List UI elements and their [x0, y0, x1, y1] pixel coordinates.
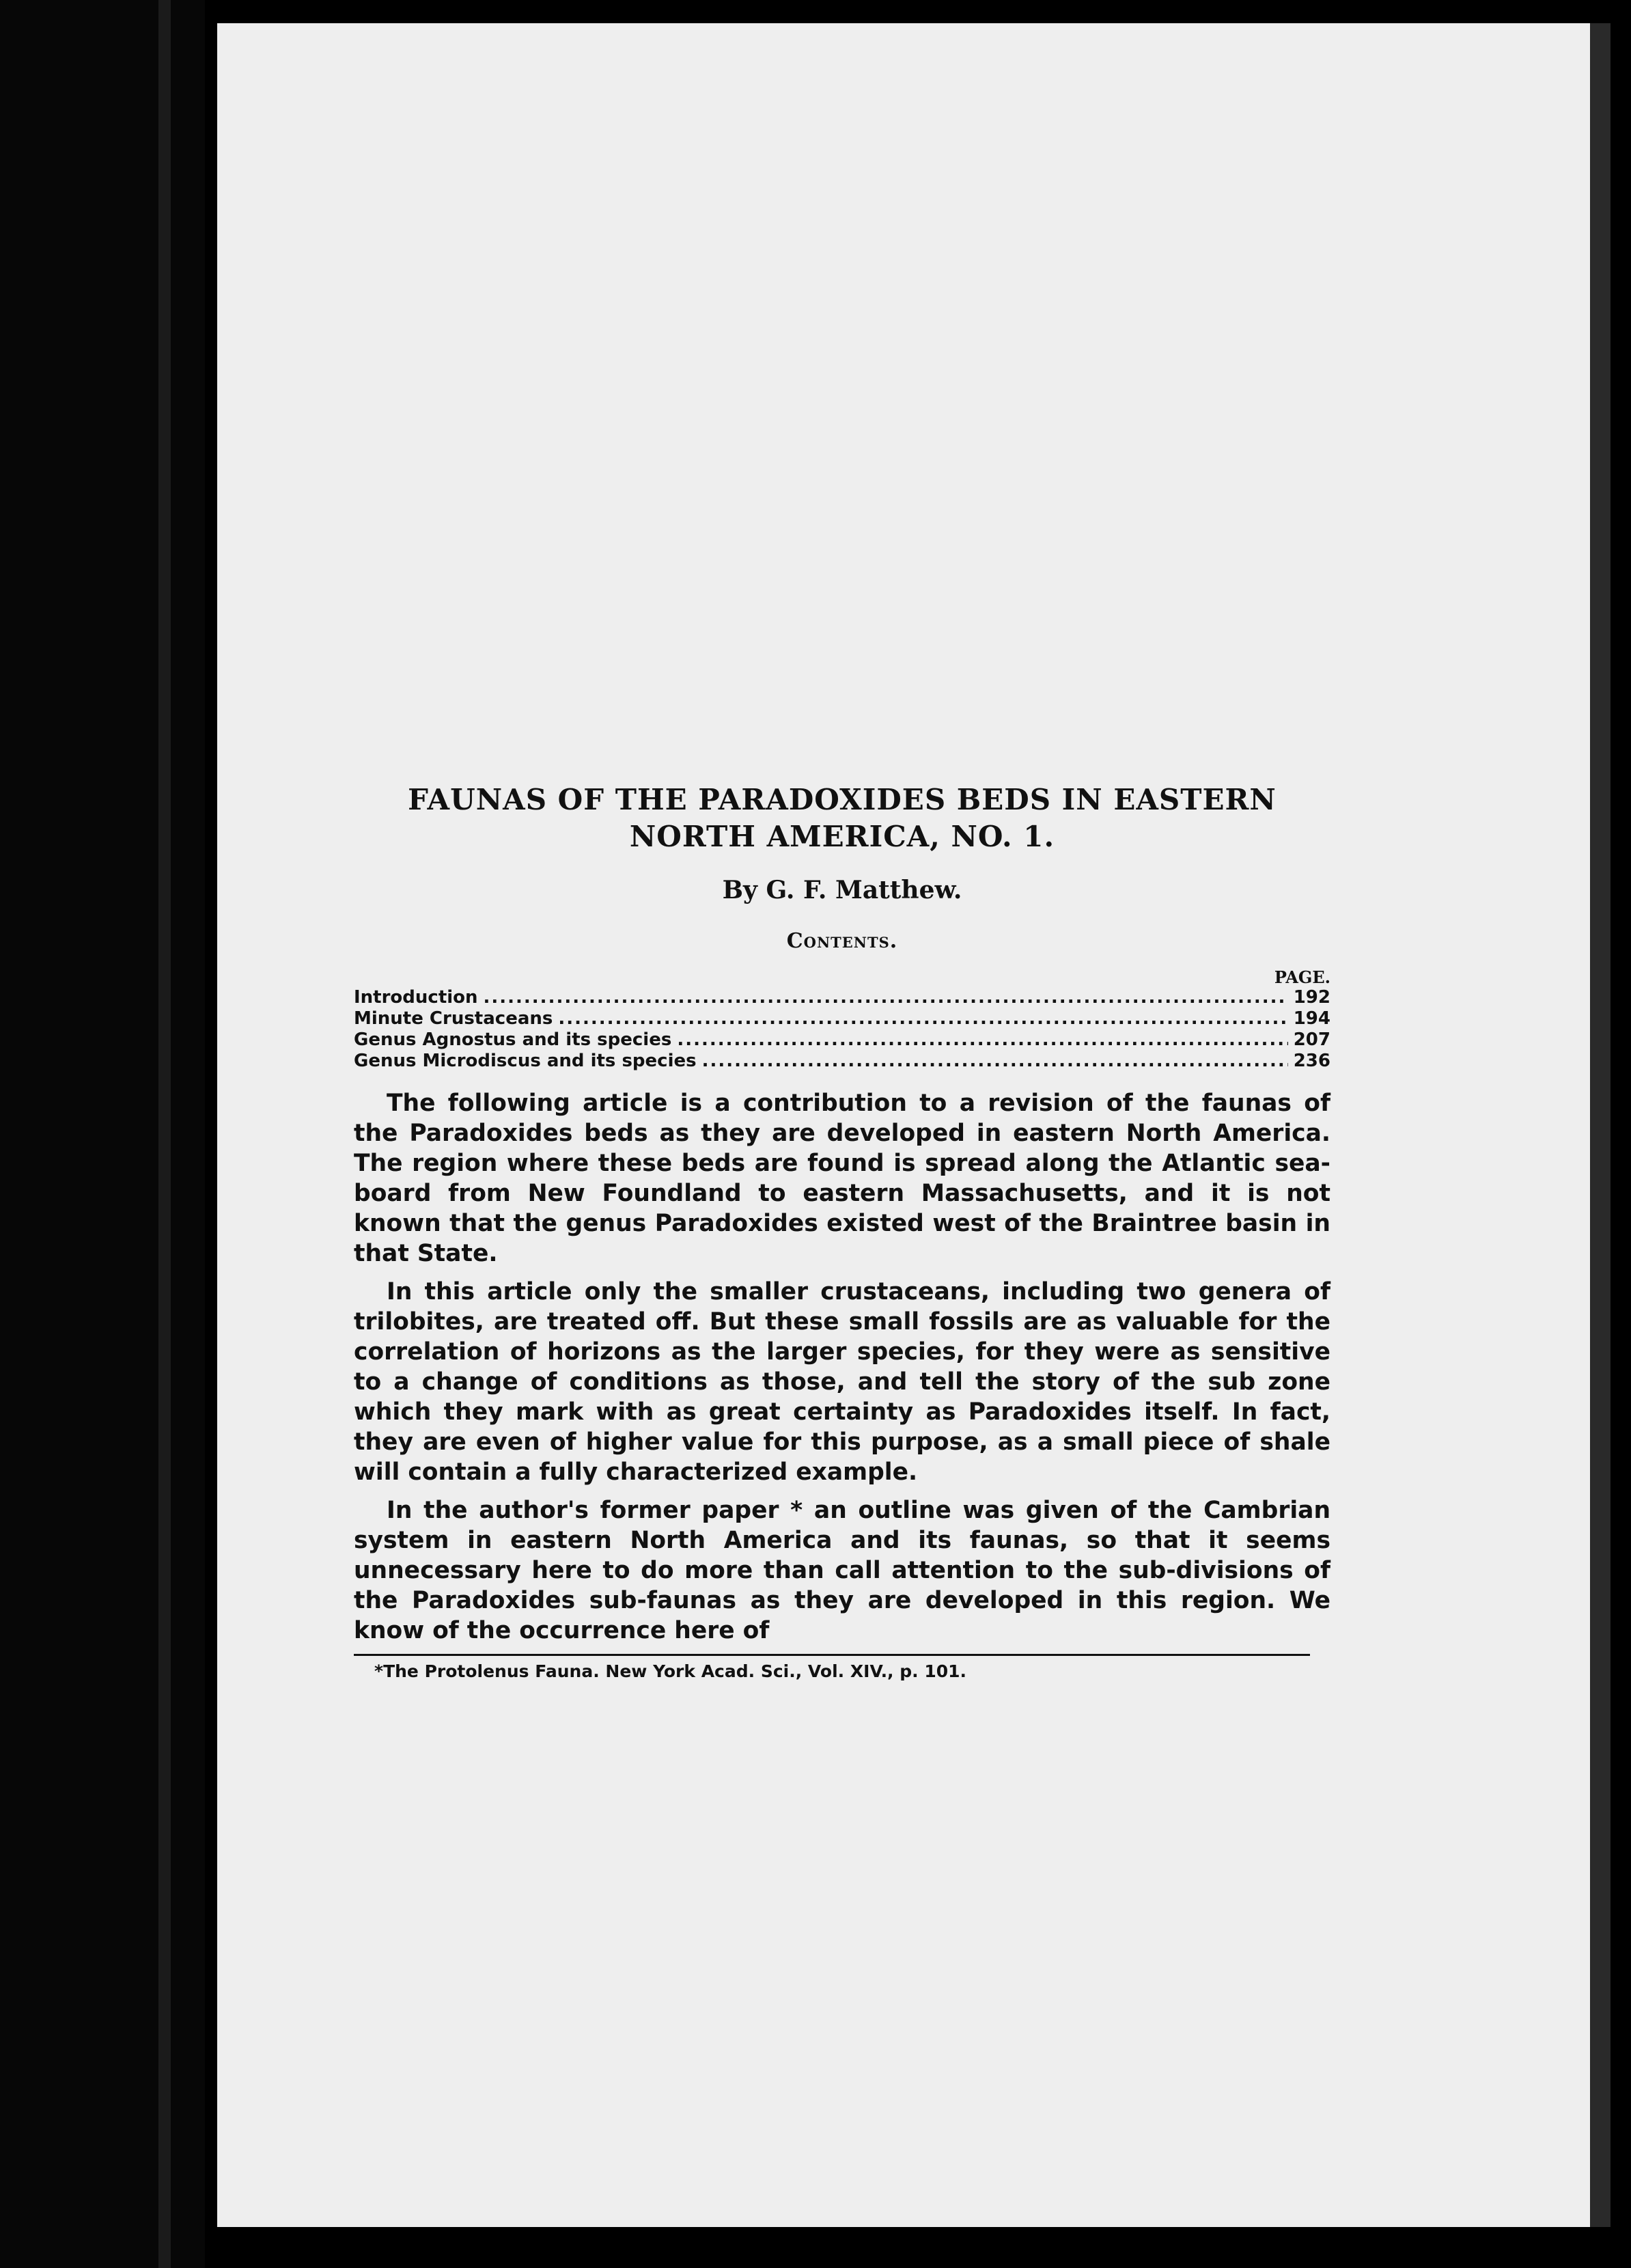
toc-entry-page: 207	[1293, 1029, 1330, 1050]
contents-heading: Contents.	[786, 929, 898, 953]
title-line-2: NORTH AMERICA, NO. 1.	[629, 820, 1055, 853]
article-body	[354, 1088, 1330, 1646]
toc-leader-dots	[558, 1008, 1287, 1029]
toc-entry	[354, 1008, 1330, 1029]
author-byline: By G. F. Matthew.	[722, 876, 962, 904]
toc-entry	[354, 987, 1330, 1008]
toc-entry	[354, 1029, 1330, 1051]
book-page	[217, 23, 1590, 2227]
toc-entry-title: Genus Microdiscus and its species	[354, 1051, 697, 1071]
page-right-shadow	[1590, 23, 1611, 2227]
scan-left-edge	[0, 0, 205, 2268]
page-content	[354, 782, 1330, 1681]
toc-leader-dots	[702, 1051, 1288, 1072]
body-paragraph-2: In this article only the smaller crustaceans, including two genera of trilobites, are treated off. But these small fossils are as valuable for the correlation of horizons as the larger species, for they were as sensitive to a change of conditions as those, and tell the story of the sub zone which they mark with as great certainty as Paradoxides itself. In fact, they are even of higher value for this purpose, as a small piece of shale will contain a fully characterized example.	[354, 1278, 1330, 1486]
toc-entry	[354, 1051, 1330, 1072]
toc-leader-dots	[677, 1029, 1287, 1051]
toc-entry-page: 236	[1293, 1051, 1330, 1071]
toc-entry-page: 194	[1293, 1008, 1330, 1029]
body-paragraph-3: In the author's former paper * an outline was given of the Cambrian system in eastern North America and its faunas, so that it seems unnecessary here to do more than call attention to the sub-divisions of the Paradoxides sub-faunas as they are developed in this region. We know of the occurrence here of	[354, 1497, 1330, 1644]
toc-page-header: PAGE.	[1274, 967, 1330, 987]
article-title	[354, 782, 1330, 855]
toc-entry-page: 192	[1293, 987, 1330, 1008]
toc-entry-title: Genus Agnostus and its species	[354, 1029, 672, 1050]
toc-leader-dots	[484, 987, 1288, 1008]
table-of-contents	[354, 987, 1330, 1072]
footnote-divider	[354, 1654, 1310, 1656]
toc-entry-title: Minute Crustaceans	[354, 1008, 553, 1029]
body-paragraph-1: The following article is a contribution to a revision of the faunas of the Paradoxides beds as they are developed in eastern North America. The region where these beds are found is spread along the Atlantic sea-board from New Foundland to eastern Massachusetts, and it is not known that the genus Paradoxides existed west of the Braintree basin in that State.	[354, 1090, 1330, 1267]
book-spine-strip	[158, 0, 171, 2268]
toc-entry-title: Introduction	[354, 987, 478, 1008]
footnote: *The Protolenus Fauna. New York Acad. Sci., Vol. XIV., p. 101.	[374, 1661, 967, 1681]
title-line-1: FAUNAS OF THE PARADOXIDES BEDS IN EASTERN	[408, 783, 1277, 816]
